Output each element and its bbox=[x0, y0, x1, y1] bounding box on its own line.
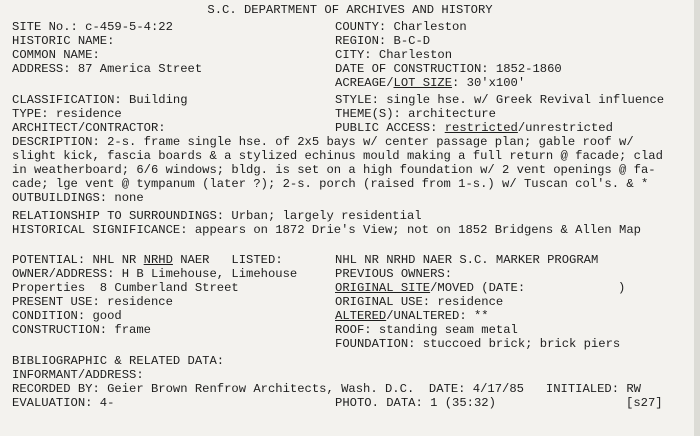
description-line: cade; lge vent @ tympanum (later ?); 2-s. porch (raised from 1-s.) w/ Tuscan col's. & * bbox=[12, 177, 649, 191]
city: CITY: Charleston bbox=[335, 48, 453, 62]
classification: CLASSIFICATION: Building bbox=[12, 93, 188, 107]
present-use: PRESENT USE: residence bbox=[12, 295, 173, 309]
acreage-lot-size: ACREAGE/LOT SIZE: 30'x100' bbox=[335, 76, 526, 90]
site-number: SITE No.: c-459-5-4:22 bbox=[12, 20, 173, 34]
evaluation: EVALUATION: 4- bbox=[12, 396, 115, 410]
card-edge bbox=[694, 0, 700, 436]
common-name: COMMON NAME: bbox=[12, 48, 100, 62]
owner-address-line-2: Properties 8 Cumberland Street bbox=[12, 281, 239, 295]
altered-unaltered: ALTERED/UNALTERED: ** bbox=[335, 309, 489, 323]
informant-address: INFORMANT/ADDRESS: bbox=[12, 368, 144, 382]
region: REGION: B-C-D bbox=[335, 34, 431, 48]
original-use: ORIGINAL USE: residence bbox=[335, 295, 504, 309]
previous-owners: PREVIOUS OWNERS: bbox=[335, 267, 453, 281]
historic-name: HISTORIC NAME: bbox=[12, 34, 115, 48]
architect-contractor: ARCHITECT/CONTRACTOR: bbox=[12, 121, 166, 135]
outbuildings: OUTBUILDINGS: none bbox=[12, 191, 144, 205]
frame-tag: [s27] bbox=[626, 396, 663, 410]
county: COUNTY: Charleston bbox=[335, 20, 467, 34]
construction: CONSTRUCTION: frame bbox=[12, 323, 151, 337]
description-line: slight kick, fascia boards & a stylized echinus mould making a full return @ facade; clad bbox=[12, 149, 663, 163]
relationship-to-surroundings: RELATIONSHIP TO SURROUNDINGS: Urban; largely residential bbox=[12, 209, 422, 223]
address: ADDRESS: 87 America Street bbox=[12, 62, 203, 76]
bibliographic-data: BIBLIOGRAPHIC & RELATED DATA: bbox=[12, 354, 225, 368]
owner-address: OWNER/ADDRESS: H B Limehouse, Limehouse bbox=[12, 267, 298, 281]
roof: ROOF: standing seam metal bbox=[335, 323, 518, 337]
potential: POTENTIAL: NHL NR NRHD NAER LISTED: bbox=[12, 253, 283, 267]
card-title: S.C. DEPARTMENT OF ARCHIVES AND HISTORY bbox=[207, 3, 493, 17]
condition: CONDITION: good bbox=[12, 309, 122, 323]
listed-programs: NHL NR NRHD NAER S.C. MARKER PROGRAM bbox=[335, 253, 599, 267]
public-access: PUBLIC ACCESS: restricted/unrestricted bbox=[335, 121, 613, 135]
historical-significance: HISTORICAL SIGNIFICANCE: appears on 1872 Drie's View; not on 1852 Bridgens & Allen Map bbox=[12, 223, 641, 237]
description-line: DESCRIPTION: 2-s. frame single hse. of 2x5 bays w/ center passage plan; gable roof w/ bbox=[12, 135, 634, 149]
description-line: in weatherboard; 6/6 windows; bldg. is set on a high foundation w/ 2 vent openings @ fa- bbox=[12, 163, 656, 177]
recorded-by: RECORDED BY: Geier Brown Renfrow Architects, Wash. D.C. DATE: 4/17/85 INITIALED: RW bbox=[12, 382, 641, 396]
original-site-moved: ORIGINAL SITE/MOVED (DATE: bbox=[335, 281, 526, 295]
moved-date-close: ) bbox=[618, 281, 626, 295]
date-of-construction: DATE OF CONSTRUCTION: 1852-1860 bbox=[335, 62, 562, 76]
type: TYPE: residence bbox=[12, 107, 122, 121]
photo-data: PHOTO. DATA: 1 (35:32) bbox=[335, 396, 496, 410]
themes: THEME(S): architecture bbox=[335, 107, 496, 121]
style: STYLE: single hse. w/ Greek Revival influence bbox=[335, 93, 665, 107]
foundation: FOUNDATION: stuccoed brick; brick piers bbox=[335, 337, 621, 351]
